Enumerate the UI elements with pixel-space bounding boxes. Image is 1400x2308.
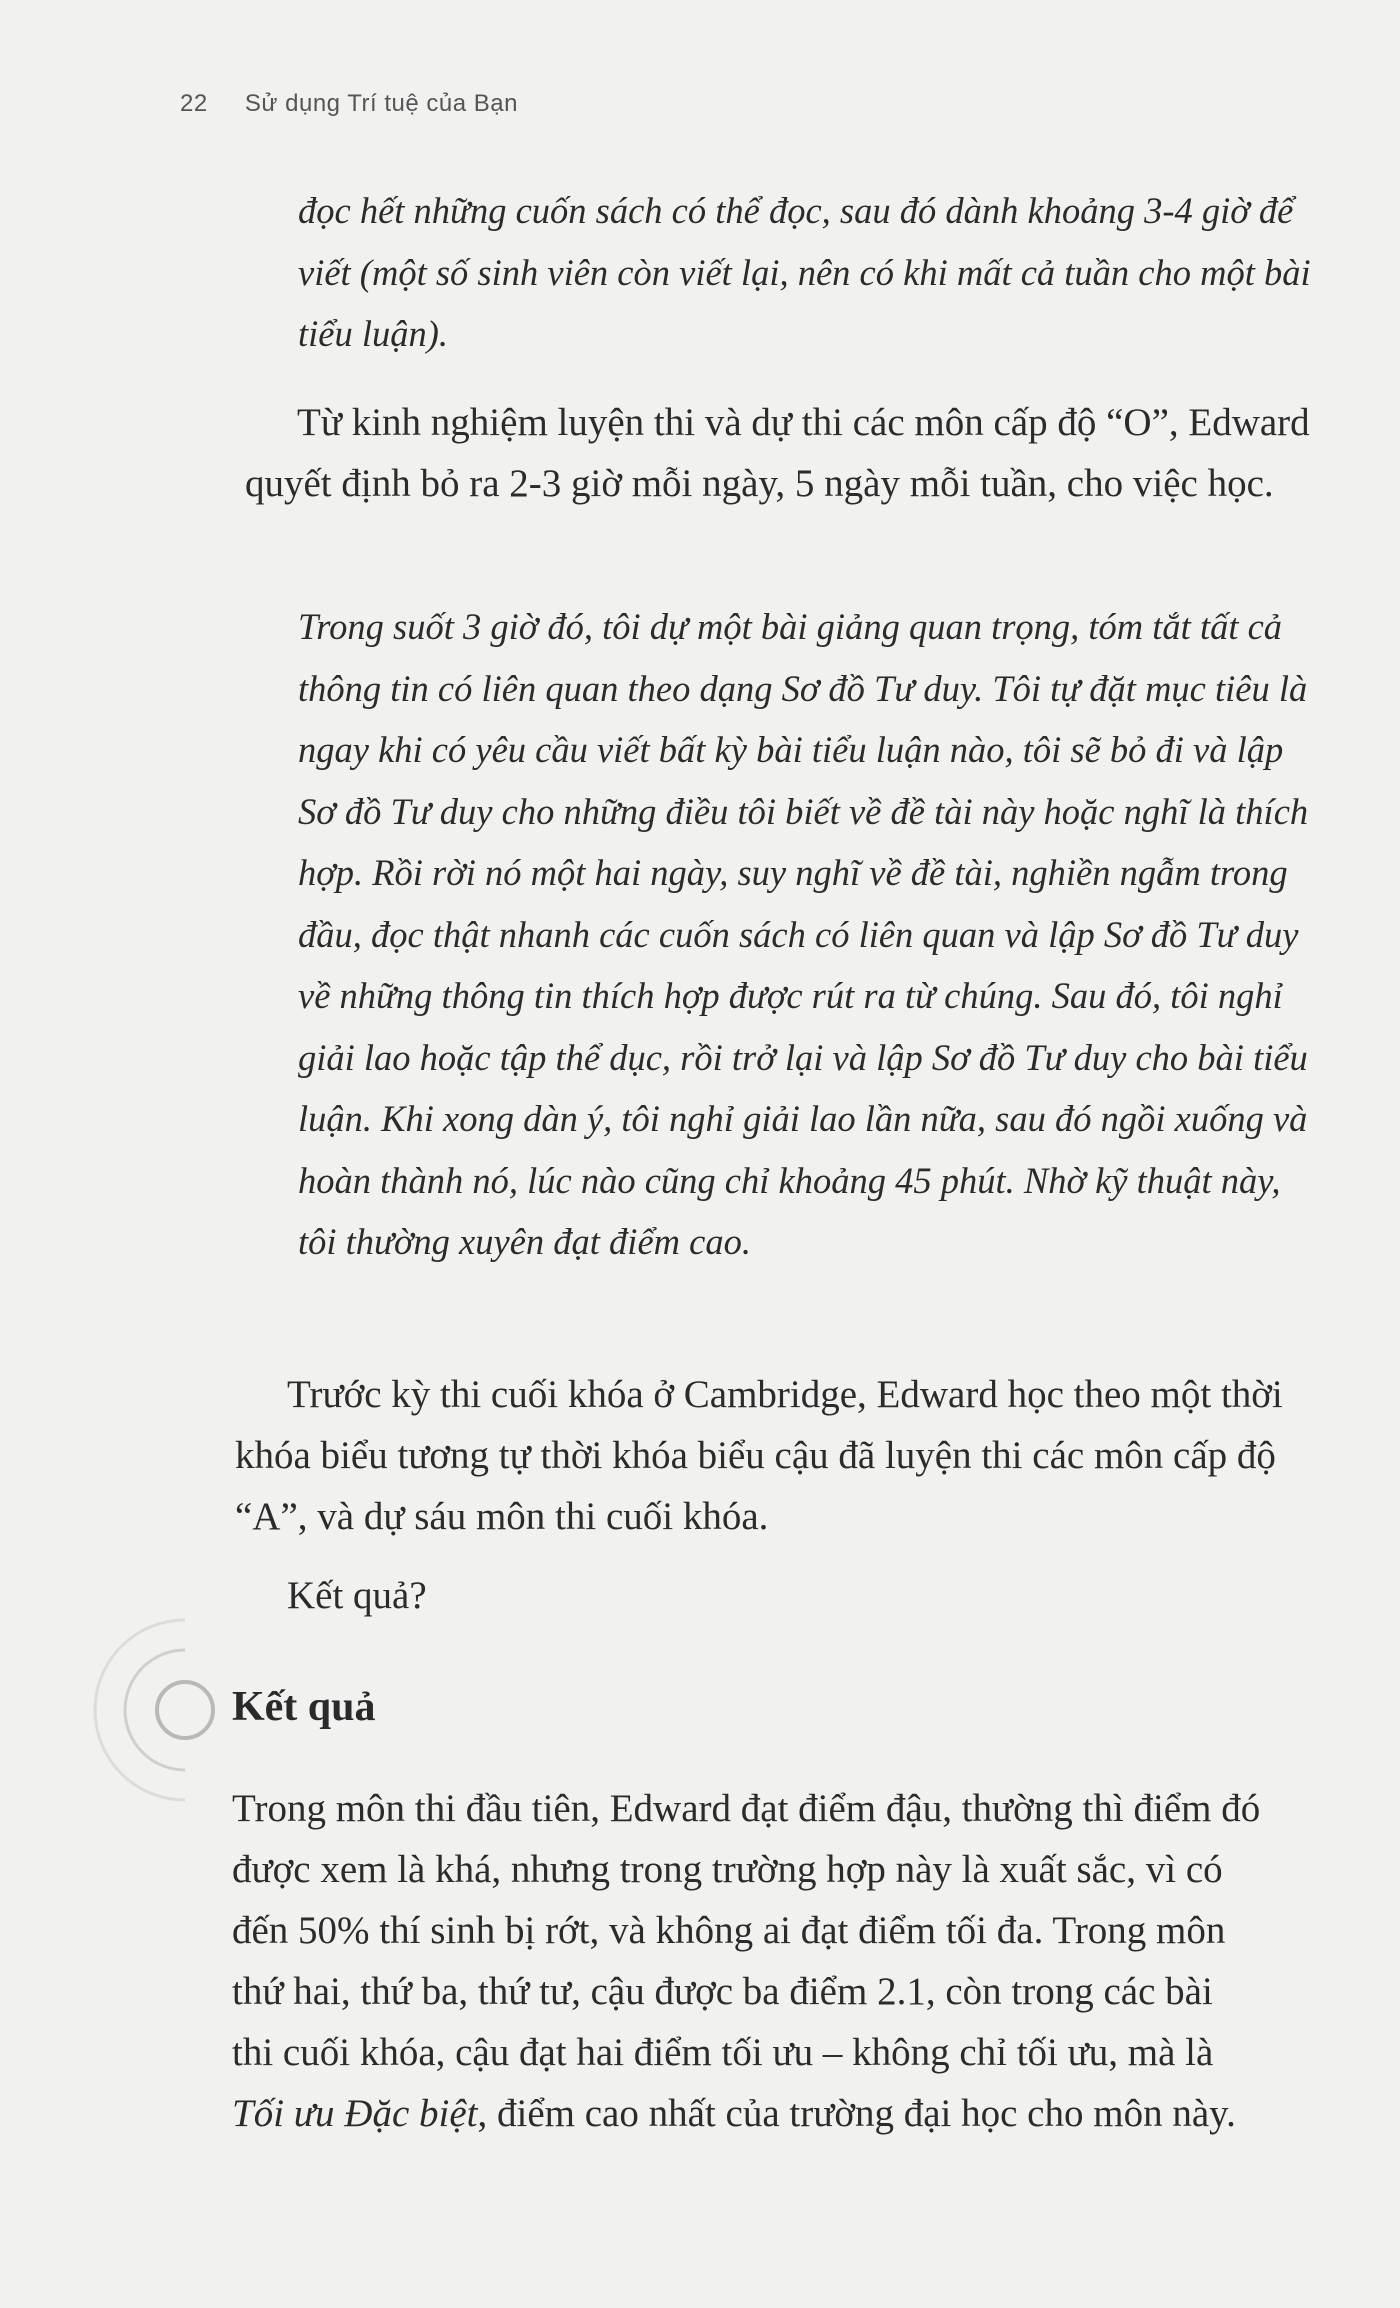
emphasized-text: Tối ưu Đặc biệt bbox=[232, 2092, 478, 2135]
running-header bbox=[180, 90, 518, 118]
inner-ring bbox=[157, 1682, 213, 1738]
body-paragraph-3: Kết quả? bbox=[287, 1574, 427, 1617]
page-number: 22 bbox=[180, 90, 208, 117]
quote-paragraph-2: Trong suốt 3 giờ đó, tôi dự một bài giảng quan trọng, tóm tắt tất cả thông tin có liên quan theo dạng Sơ đồ Tư duy. Tôi tự đặt mục tiêu là ngay khi có yêu cầu viết bất kỳ bài tiểu luận nào, tôi sẽ bỏ đi và lập Sơ đồ Tư duy cho những điều tôi biết về đề tài này hoặc nghĩ là thích hợp. Rồi rời nó một hai ngày, suy nghĩ về đề tài, nghiền ngẫm trong đầu, đọc thật nhanh các cuốn sách có liên quan và lập Sơ đồ Tư duy về những thông tin thích hợp được rút ra từ chúng. Sau đó, tôi nghỉ giải lao hoặc tập thể dục, rồi trở lại và lập Sơ đồ Tư duy cho bài tiểu luận. Khi xong dàn ý, tôi nghỉ giải lao lần nữa, sau đó ngồi xuống và hoàn thành nó, lúc nào cũng chỉ khoảng 45 phút. Nhờ kỹ thuật này, tôi thường xuyên đạt điểm cao. bbox=[298, 606, 1309, 1262]
body-paragraph-4 bbox=[232, 1778, 1262, 2144]
paragraph-text-end: , điểm cao nhất của trường đại học cho môn này. bbox=[477, 2092, 1236, 2135]
body-paragraph-2: Trước kỳ thi cuối khóa ở Cambridge, Edward học theo một thời khóa biểu tương tự thời khóa biểu cậu đã luyện thi các môn cấp độ “A”, và dự sáu môn thi cuối khóa. bbox=[235, 1373, 1283, 1538]
paragraph-text-start: Trong môn thi đầu tiên, Edward đạt điểm đậu, thường thì điểm đó được xem là khá, nhưng trong trường hợp này là xuất sắc, vì có đến 50% thí sinh bị rớt, và không ai đạt điểm tối đa. Trong môn thứ hai, thứ ba, thứ tư, cậu được ba điểm 2.1, còn trong các bài thi cuối khóa, cậu đạt hai điểm tối ưu – không chỉ tối ưu, mà là bbox=[232, 1787, 1261, 2074]
outer-arc bbox=[95, 1620, 185, 1800]
section-heading: Kết quả bbox=[232, 1684, 376, 1730]
body-paragraph-1: Từ kinh nghiệm luyện thi và dự thi các môn cấp độ “O”, Edward quyết định bỏ ra 2-3 giờ mỗi ngày, 5 ngày mỗi tuần, cho việc học. bbox=[245, 401, 1310, 505]
quote-paragraph-1: đọc hết những cuốn sách có thể đọc, sau đó dành khoảng 3-4 giờ để viết (một số sinh viên còn viết lại, nên có khi mất cả tuần cho một bài tiểu luận). bbox=[298, 190, 1311, 354]
concentric-rings-icon bbox=[80, 1610, 230, 1810]
running-title: Sử dụng Trí tuệ của Bạn bbox=[244, 90, 518, 117]
